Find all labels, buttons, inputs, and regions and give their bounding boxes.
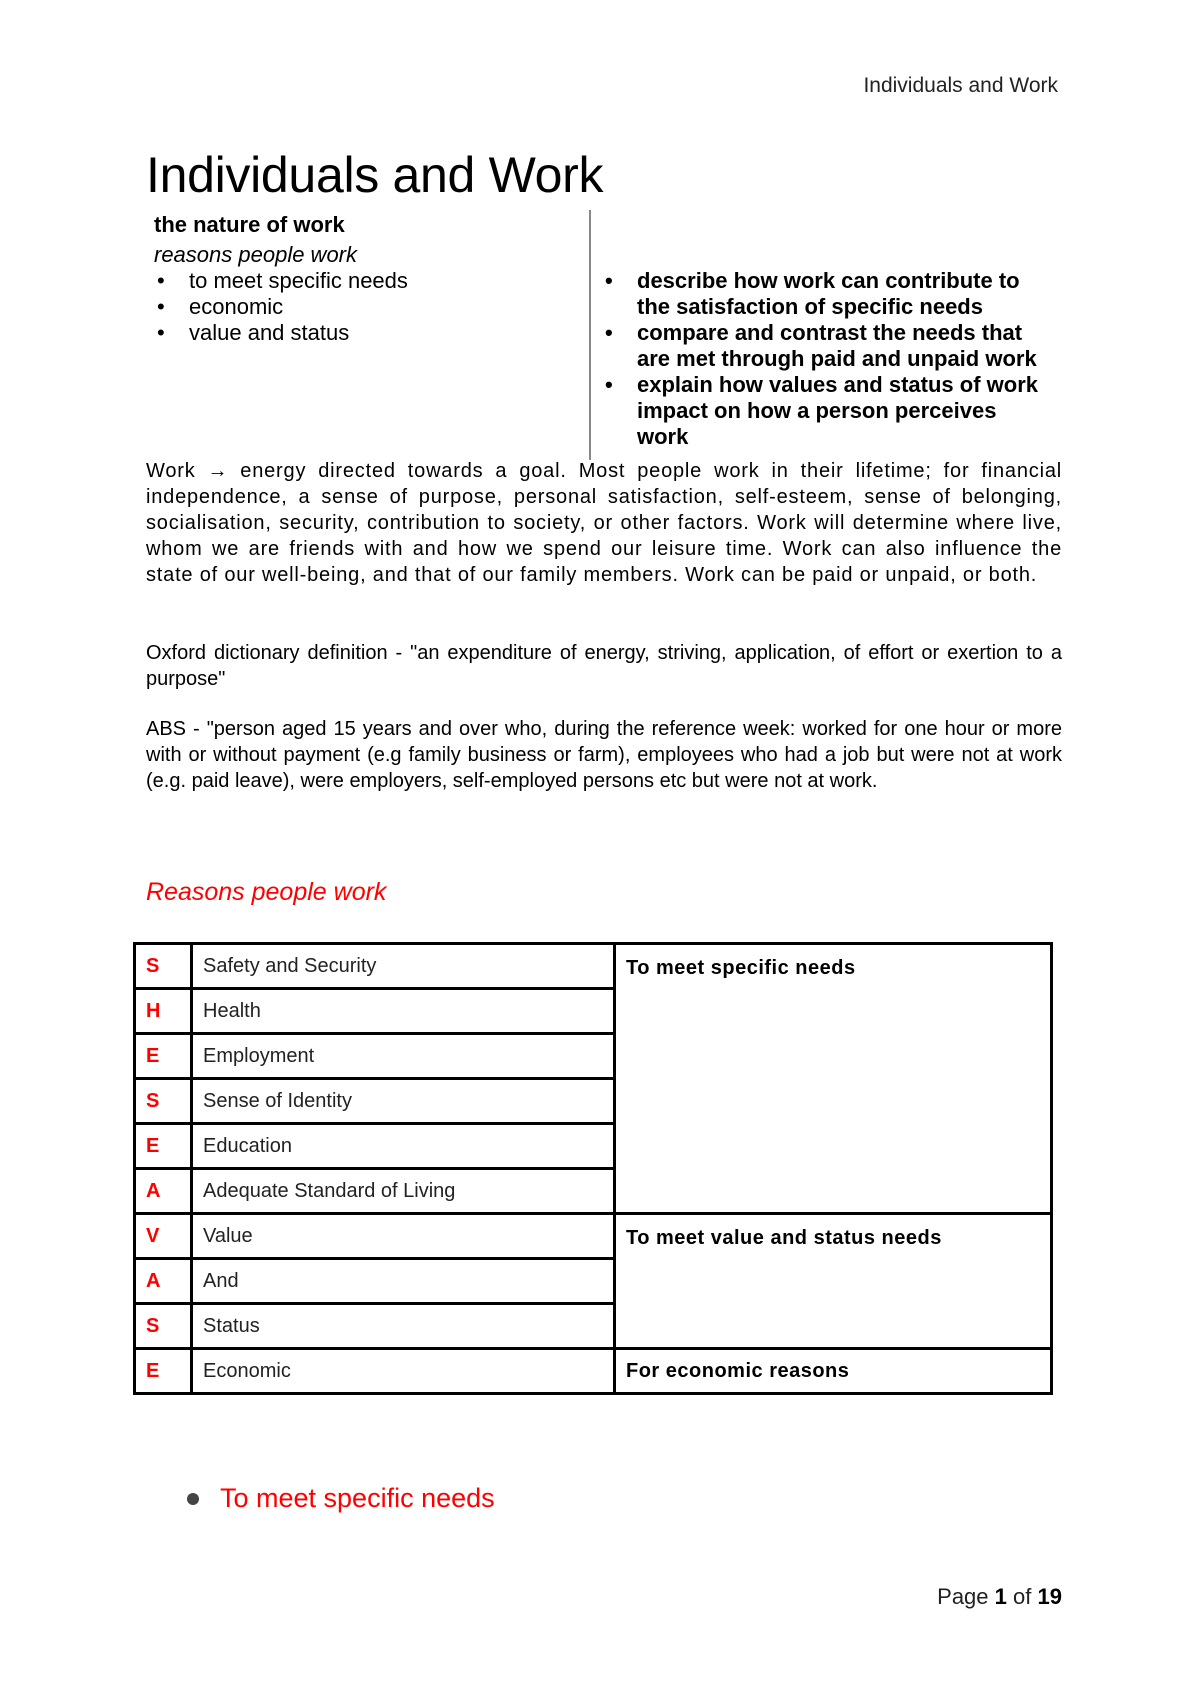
reason-item: Safety and Security [192,944,615,989]
reason-item: Employment [192,1034,615,1079]
table-row [135,1214,1052,1259]
running-header: Individuals and Work [863,74,1058,97]
category-cell: For economic reasons [615,1349,1052,1394]
acronym-letter: V [135,1214,192,1259]
oxford-definition-paragraph: Oxford dictionary definition - "an expenditure of energy, striving, application, of effort or exertion to a purpose" [146,642,1062,690]
acronym-letter: S [135,1304,192,1349]
bullet-icon: • [605,372,613,397]
acronym-letter: S [135,944,192,989]
syllabus-heading: the nature of work [154,212,345,237]
list-item: • describe how work can contribute to the satisfaction of specific needs [605,268,1020,319]
abs-definition-paragraph: ABS - "person aged 15 years and over who, during the reference week: worked for one hour or more with or without payment (e.g family business or farm), employees who had a job but were not at work (e.g. paid leave), were employers, self-employed persons etc but were not at work. [146,718,1062,792]
category-cell: To meet value and status needs [615,1214,1052,1349]
work-definition-paragraph: Work → energy directed towards a goal. Most people work in their lifetime; for financial independence, a sense of purpose, personal satisfaction, self-esteem, sense of belonging, socialisation, security, contribution to society, or other factors. Work will determine where live, whom we are friends with and how we spend our leisure time. Work can also influence the state of our well-being, and that of our family members. Work can be paid or unpaid, or both. [146,460,1062,586]
table-row [135,1349,1052,1394]
of-label: of [1013,1584,1032,1609]
reason-item: Sense of Identity [192,1079,615,1124]
reason-item: And [192,1259,615,1304]
syllabus-outcomes-list [602,268,1042,450]
acronym-letter: E [135,1124,192,1169]
syllabus-divider [589,210,591,460]
acronym-letter: A [135,1259,192,1304]
bullet-icon: • [157,294,165,319]
page-label: Page [937,1584,989,1609]
category-cell: To meet specific needs [615,944,1052,1214]
reason-item: Education [192,1124,615,1169]
page-number: 1 [994,1584,1007,1609]
syllabus-excerpt [152,210,1052,460]
reasons-table [133,942,1053,1395]
syllabus-subheading: reasons people work [154,242,358,267]
bullet-icon: • [605,268,613,293]
list-item: • value and status [157,320,350,345]
syllabus-content-list [154,268,574,346]
bullet-icon: • [157,320,165,345]
section-heading: Reasons people work [146,878,387,906]
page-footer [937,1584,1062,1610]
acronym-letter: H [135,989,192,1034]
acronym-letter: A [135,1169,192,1214]
reason-item: Status [192,1304,615,1349]
list-item: • economic [157,294,284,319]
reason-item: Value [192,1214,615,1259]
list-item [180,1483,495,1514]
page-title: Individuals and Work [146,147,604,203]
bullet-dot-icon [187,1493,199,1505]
topic-bullet-list [180,1483,495,1514]
list-item: • to meet specific needs [157,268,408,293]
bullet-icon: • [605,320,613,345]
bullet-icon: • [157,268,165,293]
acronym-letter: E [135,1034,192,1079]
acronym-letter: E [135,1349,192,1394]
list-item: • explain how values and status of work impact on how a person perceives work [605,372,1038,449]
total-pages: 19 [1037,1584,1062,1609]
reason-item: Adequate Standard of Living [192,1169,615,1214]
acronym-letter: S [135,1079,192,1124]
table-row [135,944,1052,989]
topic-label: To meet specific needs [220,1483,495,1513]
reason-item: Health [192,989,615,1034]
list-item: • compare and contrast the needs that are met through paid and unpaid work [605,320,1037,371]
reason-item: Economic [192,1349,615,1394]
